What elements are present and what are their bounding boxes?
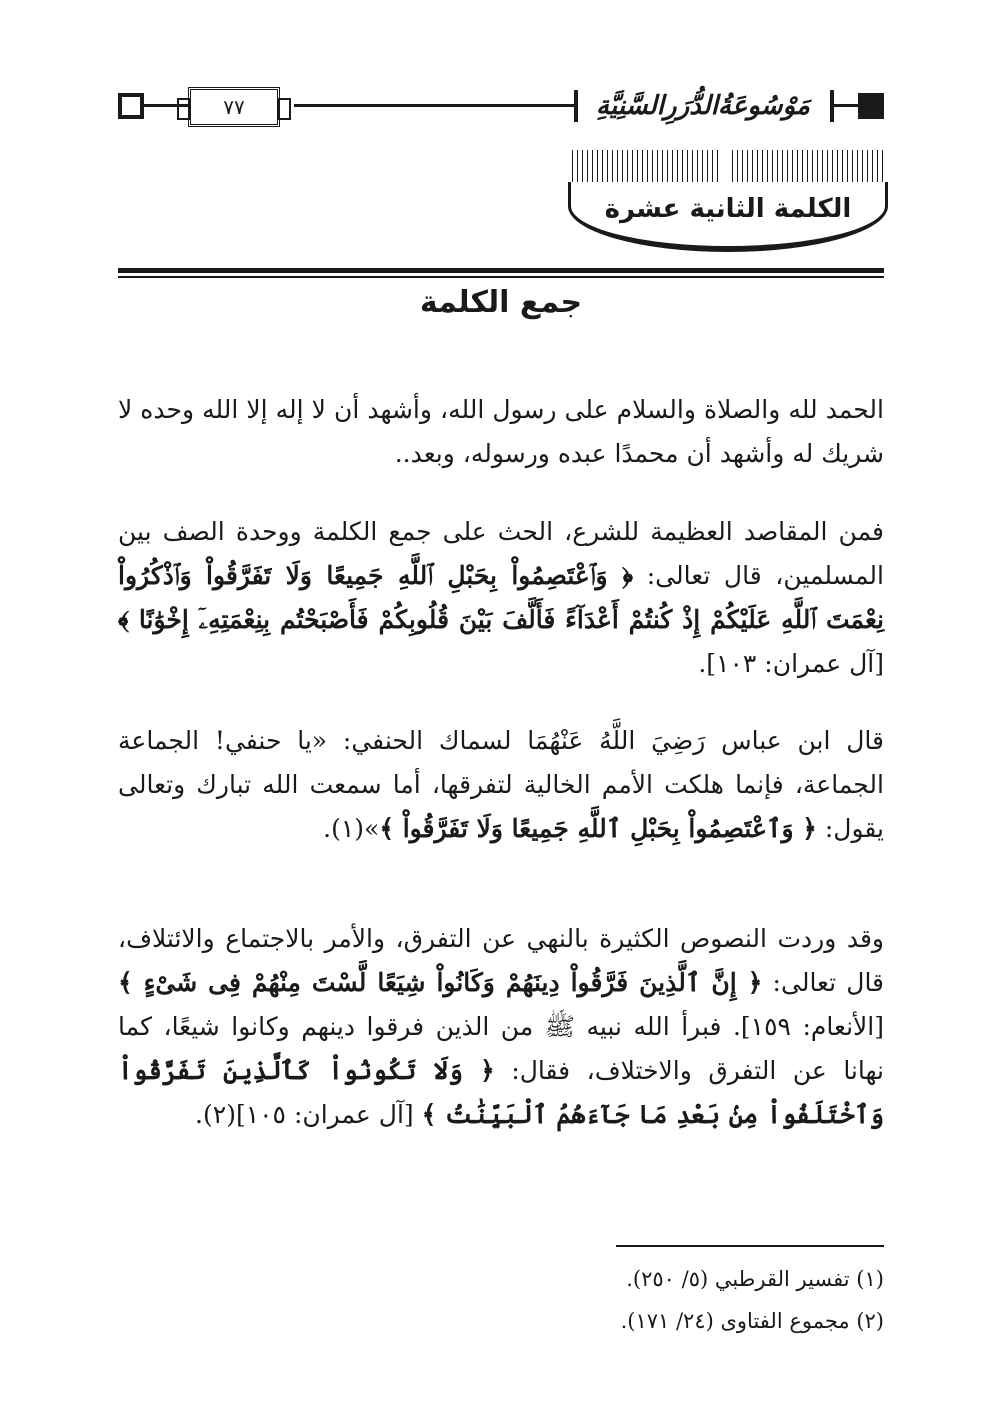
footnotes (118, 1258, 884, 1342)
section-rule (118, 276, 884, 278)
paragraph-text: الحمد لله والصلاة والسلام على رسول الله، وأشهد أن لا إله إلا الله وحده لا شريك له وأشهد أن محمدًا عبده ورسوله، وبعد.. (118, 395, 884, 468)
paragraph-text: فمن المقاصد العظيمة للشرع، الحث على جمع الكلمة ووحدة الصف بين المسلمين، قال تعالى: (118, 517, 885, 590)
section-rule (118, 268, 884, 273)
header-square-filled-icon (858, 93, 884, 119)
paragraph (118, 719, 884, 851)
footnote-marker: »(١). (323, 814, 380, 843)
verse-reference: [آل عمران: ١٠٥](٢). (195, 1100, 422, 1129)
paragraph (118, 917, 884, 1137)
quran-verse: ﴿ وَٱعْتَصِمُواْ بِحَبْلِ ٱللَّهِ جَمِيعًا وَلَا تَفَرَّقُواْ وَٱذْكُرُواْ نِعْمَتَ ٱللَّهِ عَلَيْكُمْ إِذْ كُنتُمْ أَعْدَآءً فَأَلَّفَ بَيْنَ قُلُوبِكُمْ فَأَصْبَحْتُم بِنِعْمَتِهِۦٓ إِخْوَٰنًا ﴾ (118, 561, 884, 634)
chapter-title: الكلمة الثانية عشرة (604, 194, 852, 224)
quran-verse: ﴿ إِنَّ ٱلَّذِينَ فَرَّقُواْ دِينَهُمْ وَكَانُواْ شِيَعًا لَّسْتَ مِنْهُمْ فِى شَىْءٍ ﴾ (118, 968, 763, 997)
paragraph (118, 510, 884, 686)
quran-verse: ﴿ وَٱعْتَصِمُواْ بِحَبْلِ ٱللَّهِ جَمِيعًا وَلَا تَفَرَّقُواْ ﴾ (379, 814, 817, 843)
paragraph-text: قال ابن عباس رَضِيَ اللَّهُ عَنْهُمَا لسماك الحنفي: «يا حنفي! الجماعة الجماعة، فإنما هلكت الأمم الخالية لتفرقها، أما سمعت الله تبارك وتعالى يقول: (118, 726, 884, 843)
footnote: (٢) مجموع الفتاوى (٢٤/ ١٧١). (620, 1309, 884, 1333)
header-line-middle (294, 104, 576, 107)
header-square-outline-icon (118, 93, 144, 119)
footnote: (١) تفسير القرطبي (٥/ ٢٥٠). (626, 1267, 884, 1291)
paragraph-text: وقد وردت النصوص الكثيرة بالنهي عن التفرق، والأمر بالاجتماع والائتلاف، قال تعالى: (118, 924, 885, 997)
header-divider (830, 90, 834, 122)
page-title: جمع الكلمة (419, 285, 583, 320)
verse-reference: [آل عمران: ١٠٣]. (698, 649, 884, 678)
paragraph (118, 388, 884, 476)
header-line-right (834, 104, 858, 107)
quran-verse: ﴿ وَلَا تَكُونُواْ كَٱلَّذِينَ تَفَرَّقُواْ وَٱخْتَلَفُواْ مِنۢ بَعْدِ مَا جَآءَهُمُ ٱلْبَيِّنَٰتُ ﴾ (118, 1056, 884, 1129)
page-number: ٧٧ (188, 87, 280, 127)
series-title: مَوْسُوعَةُالدُّرَرِالسَّنِيَّةِ (578, 84, 828, 128)
paragraph-text: [الأنعام: ١٥٩]. فبرأ الله نبيه ﷺ من الذين فرقوا دينهم وكانوا شيعًا، كما نهانا عن التفرق والاختلاف، فقال: (118, 1012, 884, 1085)
footnote-rule (616, 1245, 884, 1247)
